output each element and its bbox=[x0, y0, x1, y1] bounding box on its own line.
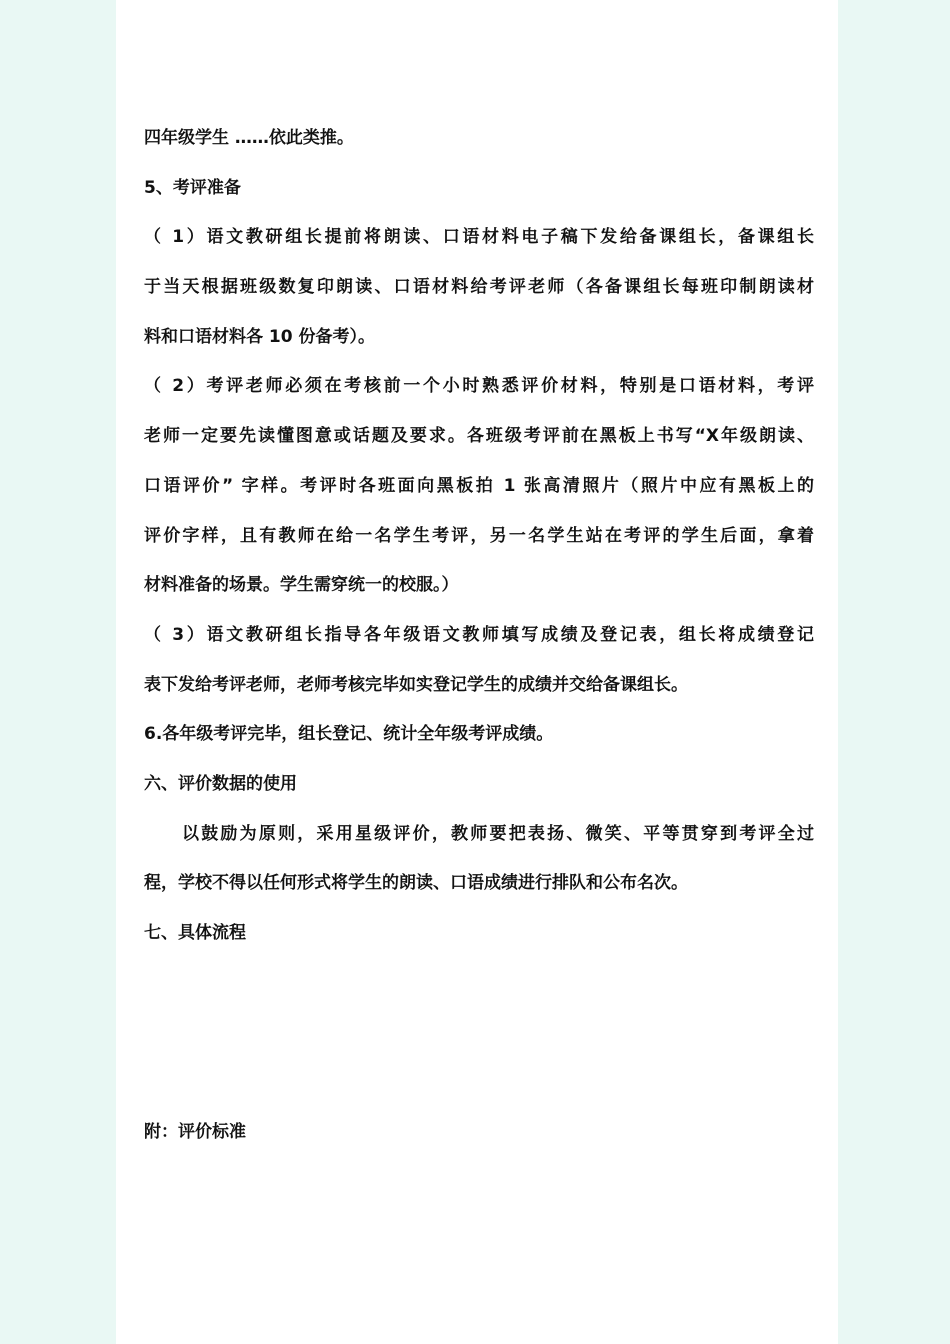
paragraph-prep-1-line-3: 料和口语材料各 10 份备考）。 bbox=[144, 326, 375, 347]
blank-space bbox=[144, 959, 814, 1108]
heading-5-preparation: 5、考评准备 bbox=[144, 177, 241, 198]
heading-seven-process: 七、具体流程 bbox=[144, 923, 246, 943]
paragraph-prep-2-line-3: 口语评价” 字样。考评时各班面向黑板拍 1 张高清照片（照片中应有黑板上的 bbox=[144, 475, 814, 496]
appendix-evaluation-standard: 附：评价标准 bbox=[144, 1121, 246, 1142]
paragraph-prep-3-line-2: 表下发给考评老师，老师考核完毕如实登记学生的成绩并交给备课组长。 bbox=[144, 674, 688, 695]
paragraph-grade4-note: 四年级学生 ……依此类推。 bbox=[144, 128, 354, 148]
paragraph-prep-2-line-2: 老师一定要先读懂图意或话题及要求。各班级考评前在黑板上书写“X年级朗读、 bbox=[144, 426, 814, 447]
document-body bbox=[144, 114, 814, 1157]
paragraph-prep-3-line-1: （ 3）语文教研组长指导各年级语文教师填写成绩及登记表，组长将成绩登记 bbox=[144, 624, 814, 645]
paragraph-prep-2-line-4: 评价字样，且有教师在给一名学生考评，另一名学生站在考评的学生后面，拿着 bbox=[144, 525, 814, 546]
paragraph-usage-line-1: 以鼓励为原则，采用星级评价，教师要把表扬、微笑、平等贯穿到考评全过 bbox=[182, 823, 814, 844]
paragraph-prep-1-line-1: （ 1）语文教研组长提前将朗读、口语材料电子稿下发给备课组长，备课组长 bbox=[144, 227, 814, 248]
paragraph-prep-2-line-5: 材料准备的场景。学生需穿统一的校服。） bbox=[144, 575, 459, 596]
heading-six-data-usage: 六、评价数据的使用 bbox=[144, 773, 297, 794]
paragraph-usage-line-2: 程，学校不得以任何形式将学生的朗读、口语成绩进行排队和公布名次。 bbox=[144, 873, 688, 894]
paragraph-item-6: 6.各年级考评完毕，组长登记、统计全年级考评成绩。 bbox=[144, 724, 554, 745]
paragraph-prep-2-line-1: （ 2）考评老师必须在考核前一个小时熟悉评价材料，特别是口语材料，考评 bbox=[144, 376, 814, 397]
paragraph-prep-1-line-2: 于当天根据班级数复印朗读、口语材料给考评老师（各备课组长每班印制朗读材 bbox=[144, 277, 814, 298]
